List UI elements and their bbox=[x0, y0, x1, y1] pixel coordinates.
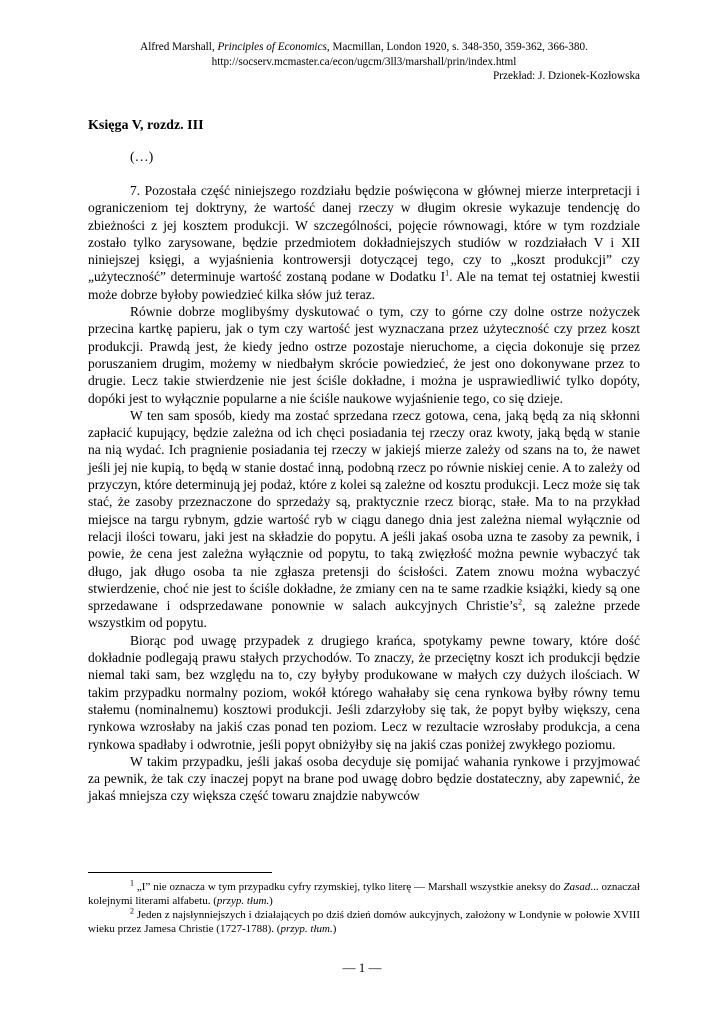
header-url: http://socserv.mcmaster.ca/econ/ugcm/3ll3/marshall/prin/index.html bbox=[211, 55, 517, 68]
footnote-ref-2: 2 bbox=[518, 597, 523, 607]
header-translator: Przekład: J. Dzionek-Kozłowska bbox=[493, 70, 640, 82]
footnote-ref-1: 1 bbox=[445, 268, 450, 278]
footnote-divider bbox=[88, 872, 272, 873]
footnote-2: $^2$ Jeden z najsłynniejszych i działających po dziś dzień domów aukcyjnych, założony w Londynie w połowie XVIII wieku przez Jamesa Christie (1727-1788). (przyp. tłum.) bbox=[88, 906, 640, 935]
paragraph-1: 7. Pozostała część niniejszego rozdziału będzie poświęcona w głównej mierze interpretacji i ograniczeniom tej doktryny, że wartość danej rzeczy w długim okresie wykazuje tendencję do zbieżności z jej kosztem produkcji. W szczególności, pojęcie równowagi, które w tym rozdziale zostało tylko zarysowane, będzie przedmiotem dokładniejszych studiów w rozdziałach V i XII niniejszej księgi, a wyjaśnienia kontrowersji dotyczącej tego, czy to „koszt produkcji” czy „użyteczność” determinuje wartość zostaną podane w Dodatku $I^1$. Ale na temat tej ostatniej kwestii może dobrze byłoby powiedzieć kilka słów już teraz. bbox=[88, 183, 640, 302]
book-title: Principles of Economics bbox=[217, 41, 327, 53]
paragraph-3: W ten sam sposób, kiedy ma zostać sprzedana rzecz gotowa, cena, jaką będą za nią skłonni zapłacić kupujący, będzie zależna od ich chęci posiadania tej rzeczy oraz kwoty, jaką będą w stanie na nią wydać. Ich pragnienie posiadania tej rzeczy w jakiejś mierze zależy od szans na to, że nawet jeśli jej nie kupią, to będą w stanie dostać inną, podobną rzecz po równie niskiej cenie. A to zależy od przyczyn, które determinują jej podaż, które z kolei są zależne od kosztu produkcji. Lecz może się tak stać, że zasoby przeznaczone do sprzedaży są, praktycznie rzecz biorąc, stałe. Ma to na przykład miejsce na targu rybnym, gdzie wartość ryb w ciągu danego dnia jest zależna niemal wyłącznie od relacji ilości towaru, jaki jest na składzie do popytu. A jeśli jakaś osoba uzna te zasoby za pewnik, i powie, że cena jest zależna wyłącznie od popytu, to taką zwięzłość można pewnie wybaczyć tak długo, jak długo osoba ta nie zgłasza pretensji do ścisłości. Zatem znowu można wybaczyć stwierdzenie, choć nie jest to ściśle dokładne, że zmiany cen na te same rzadkie książki, kiedy są one sprzedawane i odsprzedawane ponownie w salach aukcyjnych $Christie’s^2$, są zależne przede wszystkim od popytu. bbox=[88, 407, 640, 631]
page-header bbox=[88, 40, 640, 84]
chapter-title: Księga V, rozdz. III bbox=[88, 118, 204, 133]
footnotes bbox=[88, 880, 640, 936]
footnote-1: $^1$ „I” nie oznacza w tym przypadku cyfry rzymskiej, tylko literę — Marshall wszystkie aneksy do Zasad... oznaczał kolejnymi literami alfabetu. (przyp. tłum.) bbox=[88, 878, 640, 907]
paragraph-5: W takim przypadku, jeśli jakaś osoba decyduje się pomijać wahania rynkowe i przyjmować za pewnik, że tak czy inaczej popyt na brane pod uwagę dobro będzie dostateczny, aby zapewnić, że jakaś mniejsza czy większa część towaru znajdzie nabywców bbox=[88, 753, 640, 804]
paragraph-2: Równie dobrze moglibyśmy dyskutować o tym, czy to górne czy dolne ostrze nożyczek przecina kartkę papieru, jak o tym czy wartość jest wyznaczana przez użyteczność czy przez koszt produkcji. Prawdą jest, że kiedy jedno ostrze pozostaje nieruchome, a cięcia dokonuje się przez poruszaniem drugim, możemy w niedbałym skrócie powiedzieć, że jest ono dokonywane przez to drugie. Lecz takie stwierdzenie nie jest ściśle dokładne, i można je usprawiedliwić tylko dopóty, dopóki jest to wyłącznie popularne a nie ściśle naukowe wyjaśnienie tego, co się dzieje. bbox=[88, 304, 640, 406]
body-text bbox=[88, 182, 640, 805]
paragraph-4: Biorąc pod uwagę przypadek z drugiego krańca, spotykamy pewne towary, które dość dokładnie podlegają prawu stałych przychodów. To znaczy, że przeciętny koszt ich produkcji będzie niemal taki sam, bez względu na to, czy byłyby produkowane w małych czy dużych ilościach. W takim przypadku normalny poziom, wokół którego wahałaby się cena rynkowa byłby równy temu stałemu (nominalnemu) kosztowi produkcji. Jeśli zdarzyłoby się tak, że popyt byłby większy, cena rynkowa wzrosłaby na jakiś czas ponad ten poziom. Lecz w rezultacie wzrosłaby produkcja, a cena rynkowa spadłaby i odwrotnie, jeśli popyt obniżyłby się na jakiś czas poniżej zwykłego poziomu. bbox=[88, 632, 640, 752]
header-citation: Alfred Marshall, Principles of Economics, Macmillan, London 1920, s. 348-350, 359-362, 366-380. bbox=[140, 41, 588, 53]
omission-mark: (…) bbox=[130, 150, 154, 165]
page-number: — 1 — bbox=[342, 960, 382, 975]
